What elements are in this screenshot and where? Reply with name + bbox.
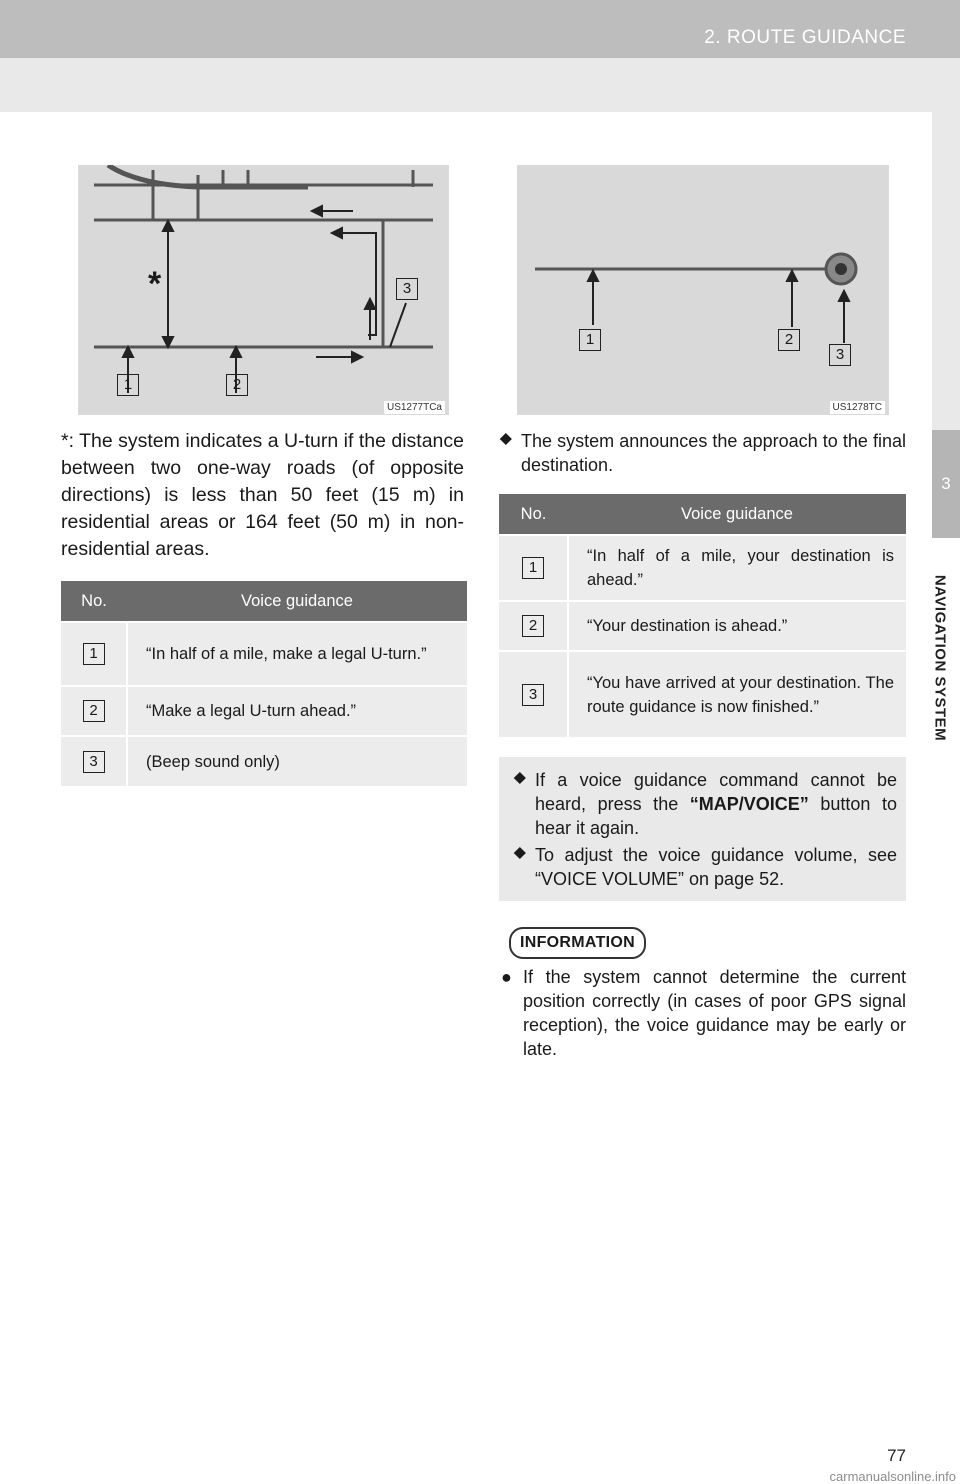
table-header-row xyxy=(61,581,467,622)
voice-guidance-cell: (Beep sound only) xyxy=(127,736,467,786)
row-number-box: 2 xyxy=(83,700,105,722)
table-row xyxy=(61,736,467,786)
note-text: If a voice guidance command cannot be heard, press the xyxy=(535,770,897,814)
destination-voice-table xyxy=(499,494,906,737)
section-title: 2. ROUTE GUIDANCE xyxy=(704,27,906,48)
chapter-number: 3 xyxy=(932,430,960,538)
table-row xyxy=(61,622,467,686)
page-number: 77 xyxy=(887,1446,906,1465)
chapter-title: NAVIGATION SYSTEM xyxy=(931,574,949,742)
table-row xyxy=(499,535,906,601)
voice-guidance-cell: “In half of a mile, your destination is ahead.” xyxy=(568,535,906,601)
figure-code: US1277TCa xyxy=(384,401,445,414)
table-row xyxy=(499,651,906,737)
figure-code: US1278TC xyxy=(830,401,885,414)
callout-3: 3 xyxy=(396,278,418,300)
column-header-voice: Voice guidance xyxy=(568,494,906,535)
callout-3: 3 xyxy=(829,344,851,366)
callout-1: 1 xyxy=(117,374,139,396)
chapter-tab xyxy=(920,548,960,768)
note-item xyxy=(513,768,897,840)
voice-guidance-cell: “Your destination is ahead.” xyxy=(568,601,906,651)
watermark: carmanualsonline.info xyxy=(829,1469,956,1484)
bullet-text: The system announces the approach to the final destination. xyxy=(521,431,906,475)
row-number-box: 3 xyxy=(522,684,544,706)
u-turn-voice-table xyxy=(61,581,467,786)
note-text: button to hear it again. xyxy=(535,794,897,838)
approach-bullet xyxy=(499,429,906,477)
voice-guidance-cell: “In half of a mile, make a legal U-turn.” xyxy=(127,622,467,686)
side-tab-band xyxy=(932,112,960,430)
row-number-box: 1 xyxy=(83,643,105,665)
note-item xyxy=(513,843,897,891)
table-header-row xyxy=(499,494,906,535)
callout-2: 2 xyxy=(778,329,800,351)
circle-bullet-icon: ● xyxy=(501,967,512,987)
information-label: INFORMATION xyxy=(509,927,646,959)
diamond-bullet-icon: ⯁ xyxy=(513,845,527,864)
row-number-box: 3 xyxy=(83,751,105,773)
page-header xyxy=(0,0,960,112)
information-text: If the system cannot determine the current position correctly (in cases of poor GPS signal reception), the voice guidance may be early or late. xyxy=(523,967,906,1059)
map-voice-button-label: “MAP/VOICE” xyxy=(689,794,809,814)
column-header-no: No. xyxy=(499,494,568,535)
asterisk-marker: * xyxy=(148,265,162,303)
row-number-box: 1 xyxy=(522,557,544,579)
column-header-voice: Voice guidance xyxy=(127,581,467,622)
note-text: To adjust the voice guidance volume, see “VOICE VOLUME” on page 52. xyxy=(535,845,897,889)
voice-guidance-cell: “You have arrived at your destination. The route guidance is now finished.” xyxy=(568,651,906,737)
table-row xyxy=(61,686,467,736)
u-turn-diagram xyxy=(78,165,449,415)
destination-diagram-drawing xyxy=(517,165,889,415)
diamond-bullet-icon: ⯁ xyxy=(513,770,527,789)
diamond-bullet-icon: ⯁ xyxy=(499,431,513,450)
callout-1: 1 xyxy=(579,329,601,351)
column-header-no: No. xyxy=(61,581,127,622)
callout-2: 2 xyxy=(226,374,248,396)
voice-guidance-cell: “Make a legal U-turn ahead.” xyxy=(127,686,467,736)
information-item xyxy=(501,965,906,1061)
destination-diagram xyxy=(517,165,889,415)
table-row xyxy=(499,601,906,651)
u-turn-footnote: *: The system indicates a U-turn if the distance between two one-way roads (of opposite directions) is less than 50 feet (15 m) in residential areas or 164 feet (50 m) in non-residential areas. xyxy=(61,430,464,560)
row-number-box: 2 xyxy=(522,615,544,637)
